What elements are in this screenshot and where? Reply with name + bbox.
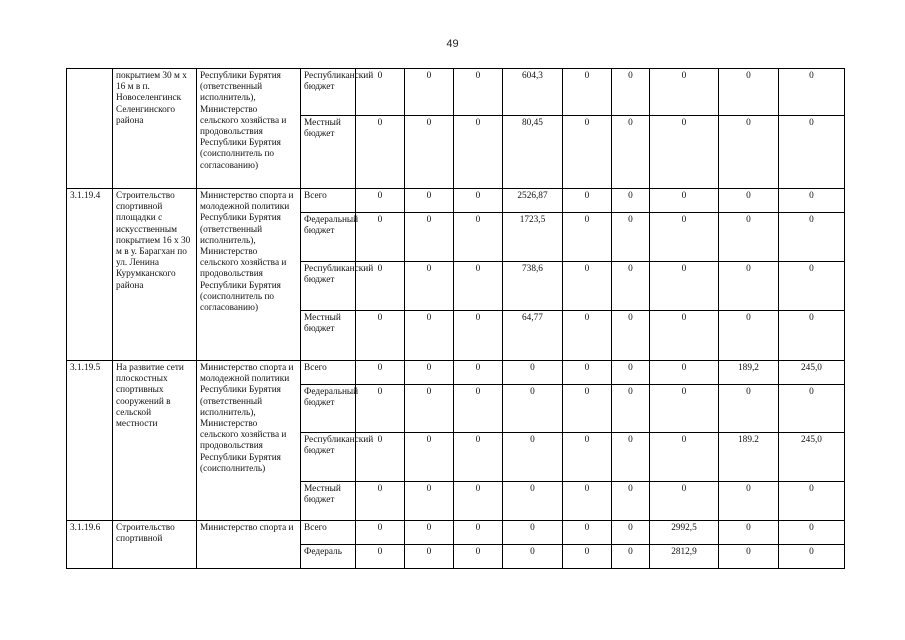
page-number: 49	[446, 38, 459, 50]
value-cell: 0	[563, 433, 612, 482]
value-cell: 64,77	[503, 311, 563, 361]
value-cell: 80,45	[503, 116, 563, 189]
value-cell: 0	[405, 189, 454, 213]
value-cell: 0	[405, 69, 454, 116]
value-cell: 0	[612, 521, 650, 545]
value-cell: 0	[612, 361, 650, 385]
value-cell: 0	[779, 116, 845, 189]
value-cell: 0	[356, 311, 405, 361]
value-cell: 0	[563, 385, 612, 433]
measure-name: На развитие сети плоскостных спортивных сооружений в сельской местности	[113, 361, 197, 521]
value-cell: 0	[779, 262, 845, 311]
value-cell: 0	[719, 482, 779, 521]
value-cell: 0	[563, 116, 612, 189]
value-cell: 0	[503, 361, 563, 385]
value-cell: 0	[612, 482, 650, 521]
value-cell: 0	[719, 189, 779, 213]
value-cell: 2992,5	[650, 521, 719, 545]
value-cell: 0	[563, 69, 612, 116]
value-cell: 0	[779, 189, 845, 213]
value-cell: 189,2	[719, 361, 779, 385]
value-cell: 0	[503, 385, 563, 433]
value-cell: 0	[563, 545, 612, 569]
value-cell: 0	[454, 311, 503, 361]
value-cell: 0	[779, 545, 845, 569]
measure-code: 3.1.19.4	[67, 189, 113, 361]
value-cell: 0	[356, 116, 405, 189]
value-cell: 0	[454, 385, 503, 433]
value-cell: 0	[650, 311, 719, 361]
value-cell: 0	[503, 545, 563, 569]
value-cell: 738,6	[503, 262, 563, 311]
value-cell: 0	[779, 482, 845, 521]
value-cell: 0	[454, 545, 503, 569]
value-cell: 0	[719, 116, 779, 189]
funding-source: Федеральный бюджет	[301, 385, 356, 433]
value-cell: 0	[779, 521, 845, 545]
value-cell: 0	[356, 385, 405, 433]
value-cell: 0	[612, 189, 650, 213]
value-cell: 0	[563, 521, 612, 545]
value-cell: 0	[719, 385, 779, 433]
value-cell: 0	[612, 433, 650, 482]
measure-name: Строительство спортивной площадки с искусственным покрытием 16 х 30 м в у. Барагхан по ул. Ленина Курумканского района	[113, 189, 197, 361]
value-cell: 0	[650, 361, 719, 385]
value-cell: 2812,9	[650, 545, 719, 569]
value-cell: 1723,5	[503, 213, 563, 262]
value-cell: 0	[405, 213, 454, 262]
table-row	[67, 361, 845, 385]
value-cell: 0	[650, 116, 719, 189]
funding-source: Местный бюджет	[301, 116, 356, 189]
table-row	[67, 189, 845, 213]
value-cell: 245,0	[779, 361, 845, 385]
value-cell: 0	[454, 482, 503, 521]
value-cell: 0	[650, 385, 719, 433]
value-cell: 0	[356, 69, 405, 116]
value-cell: 0	[612, 69, 650, 116]
value-cell: 0	[405, 361, 454, 385]
value-cell: 0	[650, 262, 719, 311]
executor-cell: Министерство спорта и молодежной политики Республики Бурятия (ответственный исполнитель), Министерство сельского хозяйства и продовольствия Республики Бурятия (соисполнитель)	[197, 361, 301, 521]
value-cell: 0	[563, 213, 612, 262]
budget-table	[66, 68, 845, 569]
value-cell: 2526,87	[503, 189, 563, 213]
value-cell: 0	[454, 521, 503, 545]
funding-source: Местный бюджет	[301, 482, 356, 521]
funding-source: Всего	[301, 361, 356, 385]
value-cell: 0	[405, 311, 454, 361]
value-cell: 0	[563, 262, 612, 311]
value-cell: 0	[454, 262, 503, 311]
value-cell: 0	[612, 116, 650, 189]
value-cell: 0	[454, 213, 503, 262]
funding-source: Республиканский бюджет	[301, 262, 356, 311]
measure-code	[67, 69, 113, 189]
funding-source: Местный бюджет	[301, 311, 356, 361]
value-cell: 0	[612, 385, 650, 433]
value-cell: 0	[454, 69, 503, 116]
value-cell: 0	[612, 262, 650, 311]
value-cell: 0	[719, 262, 779, 311]
value-cell: 0	[650, 433, 719, 482]
value-cell: 0	[563, 361, 612, 385]
value-cell: 0	[719, 311, 779, 361]
measure-name: Строительство спортивной	[113, 521, 197, 569]
value-cell: 0	[563, 311, 612, 361]
value-cell: 0	[405, 433, 454, 482]
value-cell: 604,3	[503, 69, 563, 116]
value-cell: 0	[650, 69, 719, 116]
executor-cell: Министерство спорта и	[197, 521, 301, 569]
value-cell: 245,0	[779, 433, 845, 482]
value-cell: 0	[612, 311, 650, 361]
value-cell: 0	[650, 189, 719, 213]
value-cell: 0	[356, 189, 405, 213]
value-cell: 0	[719, 69, 779, 116]
value-cell: 0	[405, 545, 454, 569]
value-cell: 0	[454, 116, 503, 189]
value-cell: 0	[405, 482, 454, 521]
value-cell: 0	[503, 521, 563, 545]
value-cell: 0	[356, 262, 405, 311]
value-cell: 0	[779, 69, 845, 116]
value-cell: 0	[650, 482, 719, 521]
value-cell: 0	[454, 189, 503, 213]
value-cell: 0	[405, 262, 454, 311]
value-cell: 0	[405, 521, 454, 545]
executor-cell: Министерство спорта и молодежной политики Республики Бурятия (ответственный исполнитель), Министерство сельского хозяйства и продовольствия Республики Бурятия (соисполнитель по согласованию)	[197, 189, 301, 361]
value-cell: 0	[719, 521, 779, 545]
value-cell: 0	[356, 482, 405, 521]
value-cell: 0	[563, 189, 612, 213]
value-cell: 0	[612, 213, 650, 262]
value-cell: 0	[454, 361, 503, 385]
funding-source: Федераль	[301, 545, 356, 569]
funding-source: Республиканский бюджет	[301, 69, 356, 116]
value-cell: 0	[719, 545, 779, 569]
value-cell: 0	[454, 433, 503, 482]
value-cell: 0	[612, 545, 650, 569]
value-cell: 0	[503, 482, 563, 521]
value-cell: 0	[356, 521, 405, 545]
measure-code: 3.1.19.5	[67, 361, 113, 521]
value-cell: 0	[650, 213, 719, 262]
funding-source: Республиканский бюджет	[301, 433, 356, 482]
value-cell: 0	[356, 433, 405, 482]
value-cell: 0	[356, 213, 405, 262]
funding-source: Всего	[301, 189, 356, 213]
value-cell: 0	[779, 311, 845, 361]
table-row	[67, 521, 845, 545]
value-cell: 0	[563, 482, 612, 521]
value-cell: 0	[405, 385, 454, 433]
funding-source: Всего	[301, 521, 356, 545]
value-cell: 0	[719, 213, 779, 262]
measure-name: покрытием 30 м х 16 м в п. Новоселенгинск Селенгинского района	[113, 69, 197, 189]
funding-source: Федеральный бюджет	[301, 213, 356, 262]
value-cell: 0	[779, 385, 845, 433]
value-cell: 0	[405, 116, 454, 189]
measure-code: 3.1.19.6	[67, 521, 113, 569]
value-cell: 0	[356, 545, 405, 569]
table-row	[67, 69, 845, 116]
value-cell: 0	[503, 433, 563, 482]
value-cell: 0	[779, 213, 845, 262]
executor-cell: Республики Бурятия (ответственный исполнитель), Министерство сельского хозяйства и продовольствия Республики Бурятия (соисполнитель по согласованию)	[197, 69, 301, 189]
value-cell: 0	[356, 361, 405, 385]
value-cell: 189.2	[719, 433, 779, 482]
